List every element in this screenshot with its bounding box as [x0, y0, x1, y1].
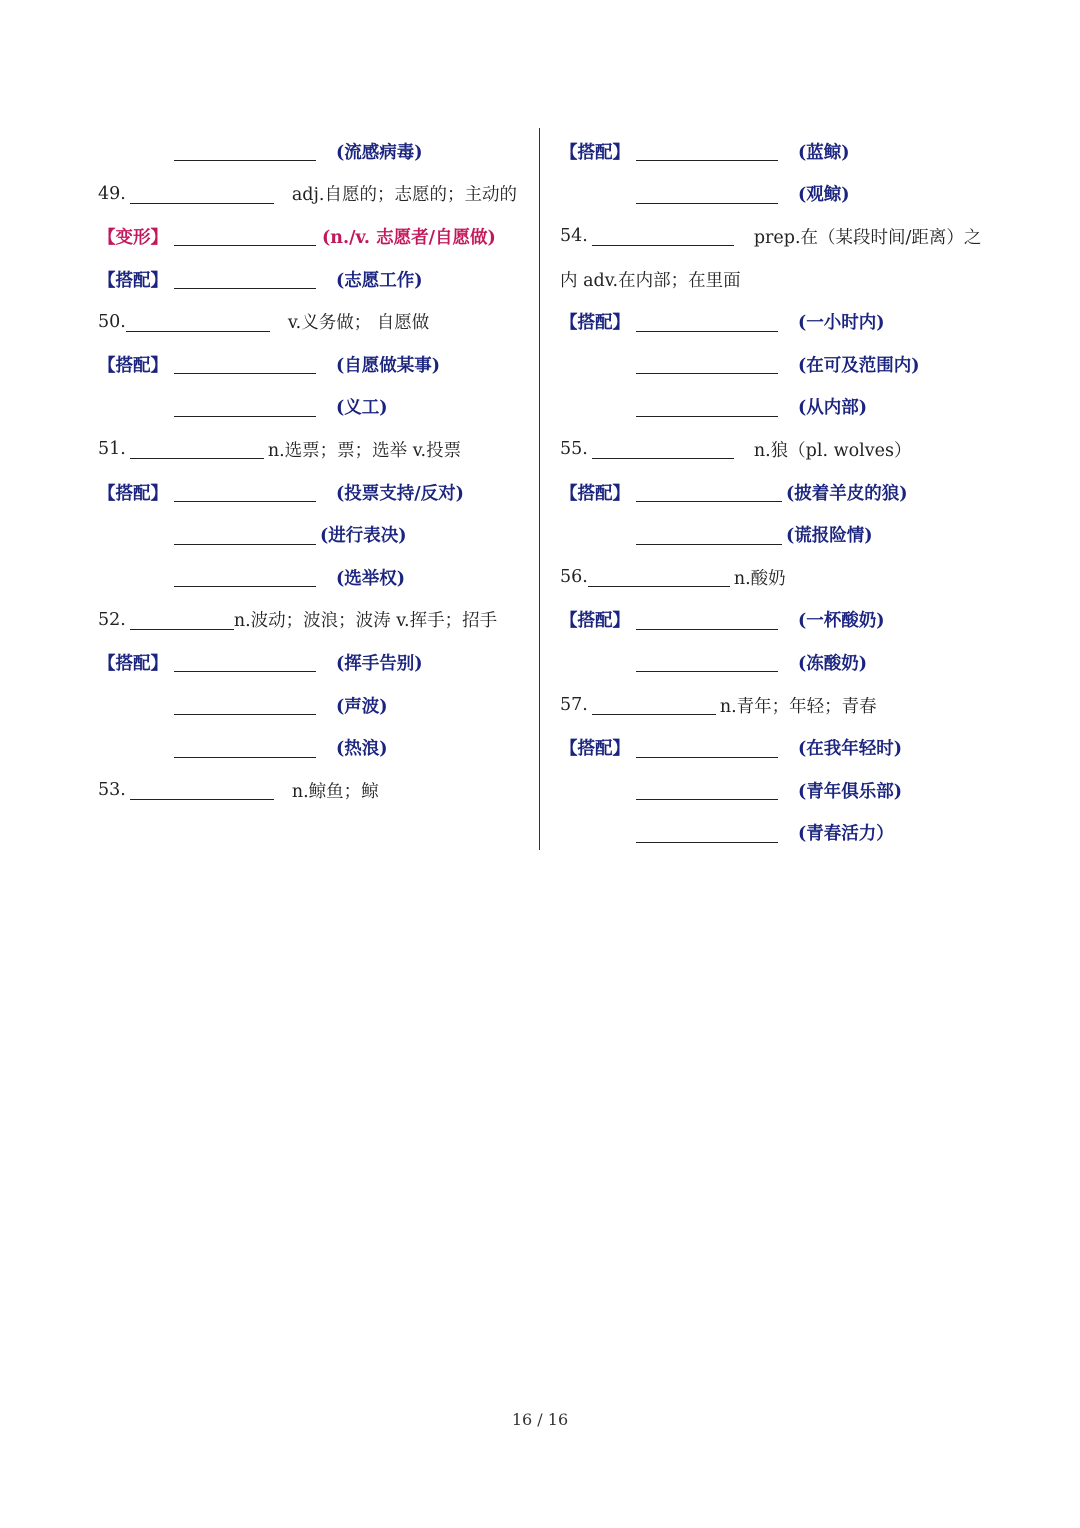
collocation-row: [560, 726, 990, 769]
collocation-row: [98, 386, 530, 429]
answer-blank[interactable]: [636, 354, 778, 374]
collocation-row: [98, 513, 530, 556]
entry-number: 54.: [560, 226, 588, 247]
collocation-row: [560, 173, 990, 216]
collocation-hint: (从内部): [798, 398, 868, 419]
entry-meaning-continuation: 内 adv.在内部；在里面: [560, 270, 741, 291]
answer-blank[interactable]: [130, 184, 274, 204]
collocation-hint: (披着羊皮的狼): [786, 483, 908, 504]
collocation-hint: (观鲸): [798, 185, 850, 206]
answer-blank[interactable]: [174, 567, 316, 587]
collocation-row: [560, 130, 990, 173]
answer-blank[interactable]: [588, 567, 730, 587]
answer-blank[interactable]: [636, 184, 778, 204]
collocation-hint: (义工): [336, 398, 388, 419]
answer-blank[interactable]: [636, 525, 782, 545]
collocation-hint: (一杯酸奶): [798, 611, 885, 632]
variant-hint: (n./v. 志愿者/自愿做): [322, 227, 496, 248]
collocation-hint: (投票支持/反对): [336, 483, 464, 504]
entry-number: 51.: [98, 439, 126, 460]
variant-tag: 【变形】: [98, 227, 168, 248]
collocation-row: [98, 343, 530, 386]
collocation-row: [560, 769, 990, 812]
answer-blank[interactable]: [174, 397, 316, 417]
answer-blank[interactable]: [592, 695, 716, 715]
answer-blank[interactable]: [636, 141, 778, 161]
entry-number: 52.: [98, 609, 126, 630]
entry-meaning: adj.自愿的；志愿的；主动的: [291, 185, 517, 206]
entry-number: 56.: [560, 567, 588, 588]
word-entry-49: [98, 173, 530, 216]
collocation-row: [560, 513, 990, 556]
collocation-hint: (青春活力）: [798, 824, 894, 845]
collocation-tag: 【搭配】: [98, 355, 168, 376]
entry-meaning: n.狼（pl. wolves）: [753, 440, 912, 461]
collocation-hint: (谎报险情): [786, 526, 873, 547]
collocation-tag: 【搭配】: [98, 653, 168, 674]
answer-blank[interactable]: [174, 482, 316, 502]
collocation-hint: (自愿做某事): [336, 355, 441, 376]
collocation-tag: 【搭配】: [560, 313, 630, 334]
collocation-row: [98, 130, 530, 173]
word-entry-52: [98, 599, 530, 642]
variant-row: [98, 215, 530, 258]
collocation-tag: 【搭配】: [98, 483, 168, 504]
collocation-hint: (一小时内): [798, 313, 885, 334]
answer-blank[interactable]: [592, 226, 734, 246]
collocation-tag: 【搭配】: [98, 270, 168, 291]
answer-blank[interactable]: [174, 738, 316, 758]
entry-meaning-continued: [560, 258, 990, 301]
entry-meaning: n.鲸鱼；鲸: [291, 781, 379, 802]
collocation-hint: (在我年轻时): [798, 739, 903, 760]
collocation-tag: 【搭配】: [560, 483, 630, 504]
answer-blank[interactable]: [636, 652, 778, 672]
word-entry-50: [98, 300, 530, 343]
collocation-row: [560, 641, 990, 684]
word-entry-54: [560, 215, 990, 258]
answer-blank[interactable]: [126, 312, 270, 332]
column-divider: [539, 128, 540, 850]
collocation-hint: (在可及范围内): [798, 355, 920, 376]
answer-blank[interactable]: [636, 397, 778, 417]
entry-meaning: n.选票；票；选举 v.投票: [267, 440, 462, 461]
entry-number: 53.: [98, 780, 126, 801]
collocation-hint: (青年俱乐部): [798, 781, 903, 802]
answer-blank[interactable]: [636, 823, 778, 843]
word-entry-51: [98, 428, 530, 471]
entry-number: 49.: [98, 183, 126, 204]
collocation-row: [560, 599, 990, 642]
answer-blank[interactable]: [174, 226, 316, 246]
answer-blank[interactable]: [592, 439, 734, 459]
collocation-hint: (进行表决): [320, 526, 407, 547]
answer-blank[interactable]: [636, 738, 778, 758]
answer-blank[interactable]: [636, 482, 782, 502]
answer-blank[interactable]: [636, 312, 778, 332]
entry-meaning: n.波动；波浪；波涛 v.挥手；招手: [233, 611, 498, 632]
collocation-hint: (选举权): [336, 568, 406, 589]
entry-number: 50.: [98, 311, 126, 332]
answer-blank[interactable]: [174, 354, 316, 374]
collocation-hint: (蓝鲸): [798, 142, 850, 163]
collocation-row: [560, 812, 990, 855]
right-column: [560, 130, 990, 854]
word-entry-53: [98, 769, 530, 812]
entry-meaning: v.义务做； 自愿做: [287, 313, 430, 334]
answer-blank[interactable]: [174, 695, 316, 715]
left-column: [98, 130, 530, 812]
answer-blank[interactable]: [636, 610, 778, 630]
collocation-hint: (冻酸奶): [798, 653, 868, 674]
collocation-tag: 【搭配】: [560, 611, 630, 632]
answer-blank[interactable]: [174, 652, 316, 672]
collocation-row: [560, 343, 990, 386]
collocation-row: [98, 684, 530, 727]
entry-number: 57.: [560, 695, 588, 716]
collocation-row: [560, 471, 990, 514]
entry-meaning: prep.在（某段时间/距离）之: [753, 227, 982, 248]
answer-blank[interactable]: [174, 141, 316, 161]
collocation-hint: (志愿工作): [336, 270, 423, 291]
collocation-row: [560, 300, 990, 343]
entry-meaning: n.青年；年轻；青春: [719, 696, 877, 717]
word-entry-57: [560, 684, 990, 727]
collocation-row: [98, 556, 530, 599]
collocation-hint: (挥手告别): [336, 653, 423, 674]
collocation-hint: (流感病毒): [336, 142, 423, 163]
entry-number: 55.: [560, 439, 588, 460]
answer-blank[interactable]: [130, 780, 274, 800]
answer-blank[interactable]: [174, 525, 316, 545]
collocation-row: [98, 726, 530, 769]
collocation-hint: (声波): [336, 696, 388, 717]
collocation-row: [560, 386, 990, 429]
answer-blank[interactable]: [130, 439, 264, 459]
collocation-tag: 【搭配】: [560, 739, 630, 760]
answer-blank[interactable]: [636, 780, 778, 800]
word-entry-55: [560, 428, 990, 471]
collocation-row: [98, 258, 530, 301]
answer-blank[interactable]: [174, 269, 316, 289]
collocation-row: [98, 471, 530, 514]
collocation-hint: (热浪): [336, 739, 388, 760]
word-entry-56: [560, 556, 990, 599]
collocation-row: [98, 641, 530, 684]
page-number: 16 / 16: [511, 1410, 569, 1429]
answer-blank[interactable]: [130, 610, 234, 630]
collocation-tag: 【搭配】: [560, 142, 630, 163]
entry-meaning: n.酸奶: [733, 568, 786, 589]
